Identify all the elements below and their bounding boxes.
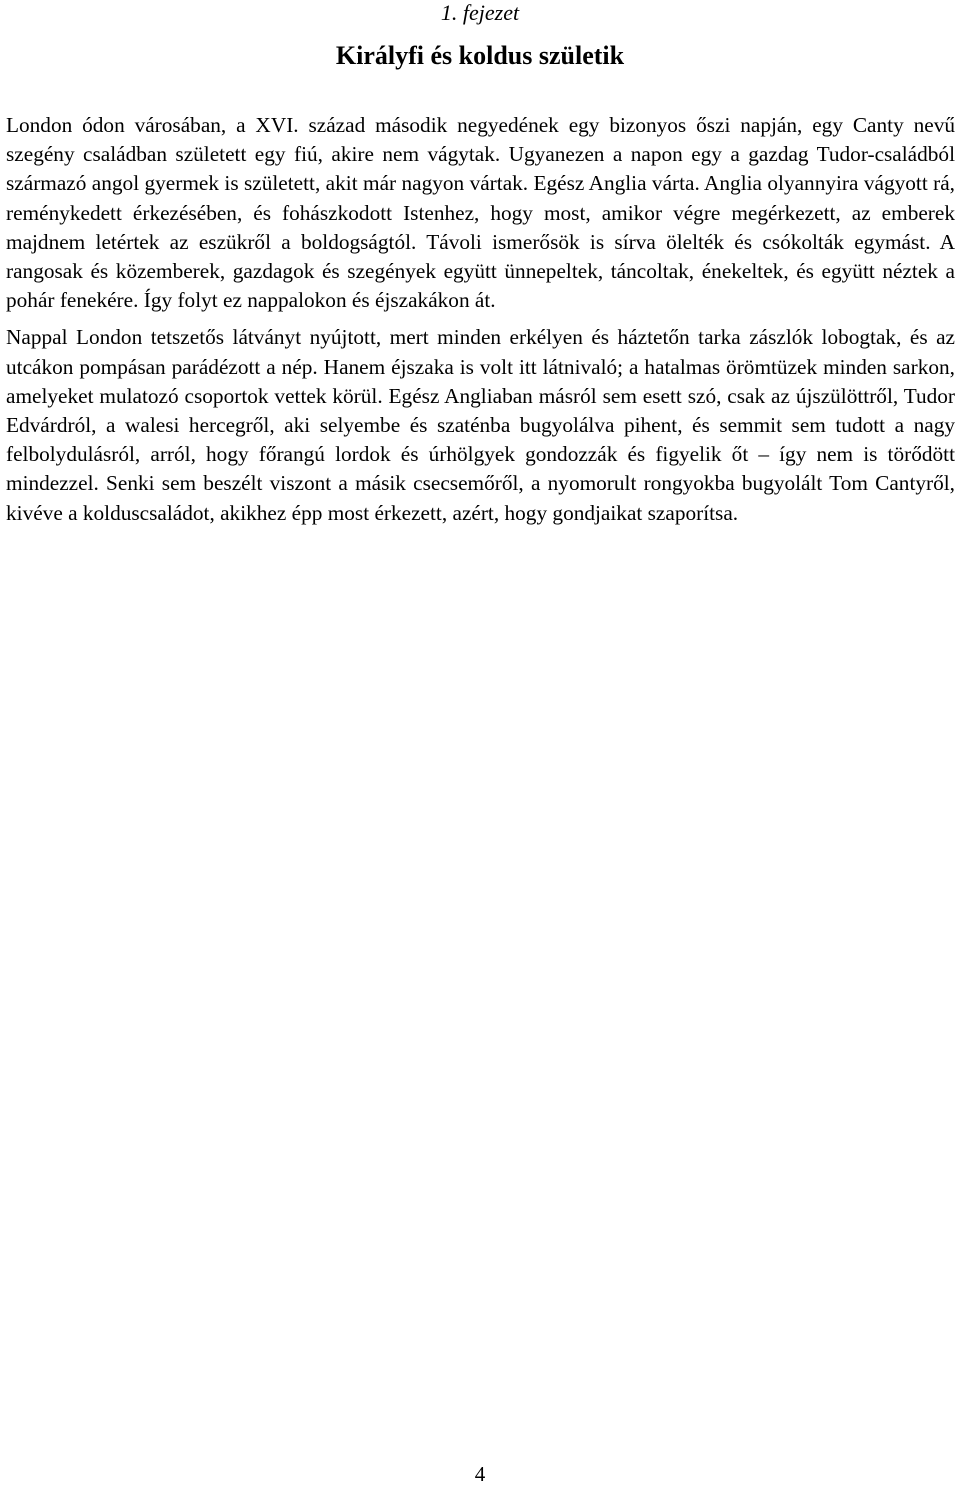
paragraph-1: London ódon városában, a XVI. század második negyedének egy bizonyos őszi napján, egy Canty nevű szegény családban született egy fiú, akire nem vágytak. Ugyanezen a napon egy a gazdag Tudor-családból származó angol gyermek is született, akit már nagyon vártak. Egész Anglia várta. Anglia olyannyira vágyott rá, reménykedett érkezésében, és fohászkodott Istenhez, hogy most, amikor végre megérkezett, az emberek majdnem letértek az eszükről a boldogságtól. Távoli ismerősök is sírva ölelték és csókolták egymást. A rangosak és közemberek, gazdagok és szegények együtt ünnepeltek, táncoltak, énekeltek, és együtt néztek a pohár fenekére. Így folyt ez nappalokon és éjszakákon át.: [6, 113, 955, 313]
page-number: 4: [474, 1462, 486, 1486]
chapter-title: Királyfi és koldus születik: [335, 41, 625, 70]
paragraph-2: Nappal London tetszetős látványt nyújtott, mert minden erkélyen és háztetőn tarka zászlók lobogtak, és az utcákon pompásan parádézott a nép. Hanem éjszaka is volt itt látnivaló; a hatalmas örömtüzek minden sarkon, amelyeket mulatozó csoportok vettek körül. Egész Angliaban másról sem esett szó, csak az újszülöttről, Tudor Edvárdról, a walesi hercegről, aki selyembe és szaténba bugyolálva pihent, és semmit sem tudott a nagy felbolydulásról, arról, hogy főrangú lordok és úrhölgyek gondozzák és figyelik őt – így nem is törődött mindezzel. Senki sem beszélt viszont a másik csecsemőről, a nyomorult rongyokba bugyolált Tom Cantyről, kivéve a kolduscsaládot, akikhez épp most érkezett, azért, hogy gondjaikat szaporítsa.: [6, 325, 955, 525]
chapter-number: 1. fejezet: [440, 0, 520, 25]
chapter-body: [6, 111, 955, 528]
